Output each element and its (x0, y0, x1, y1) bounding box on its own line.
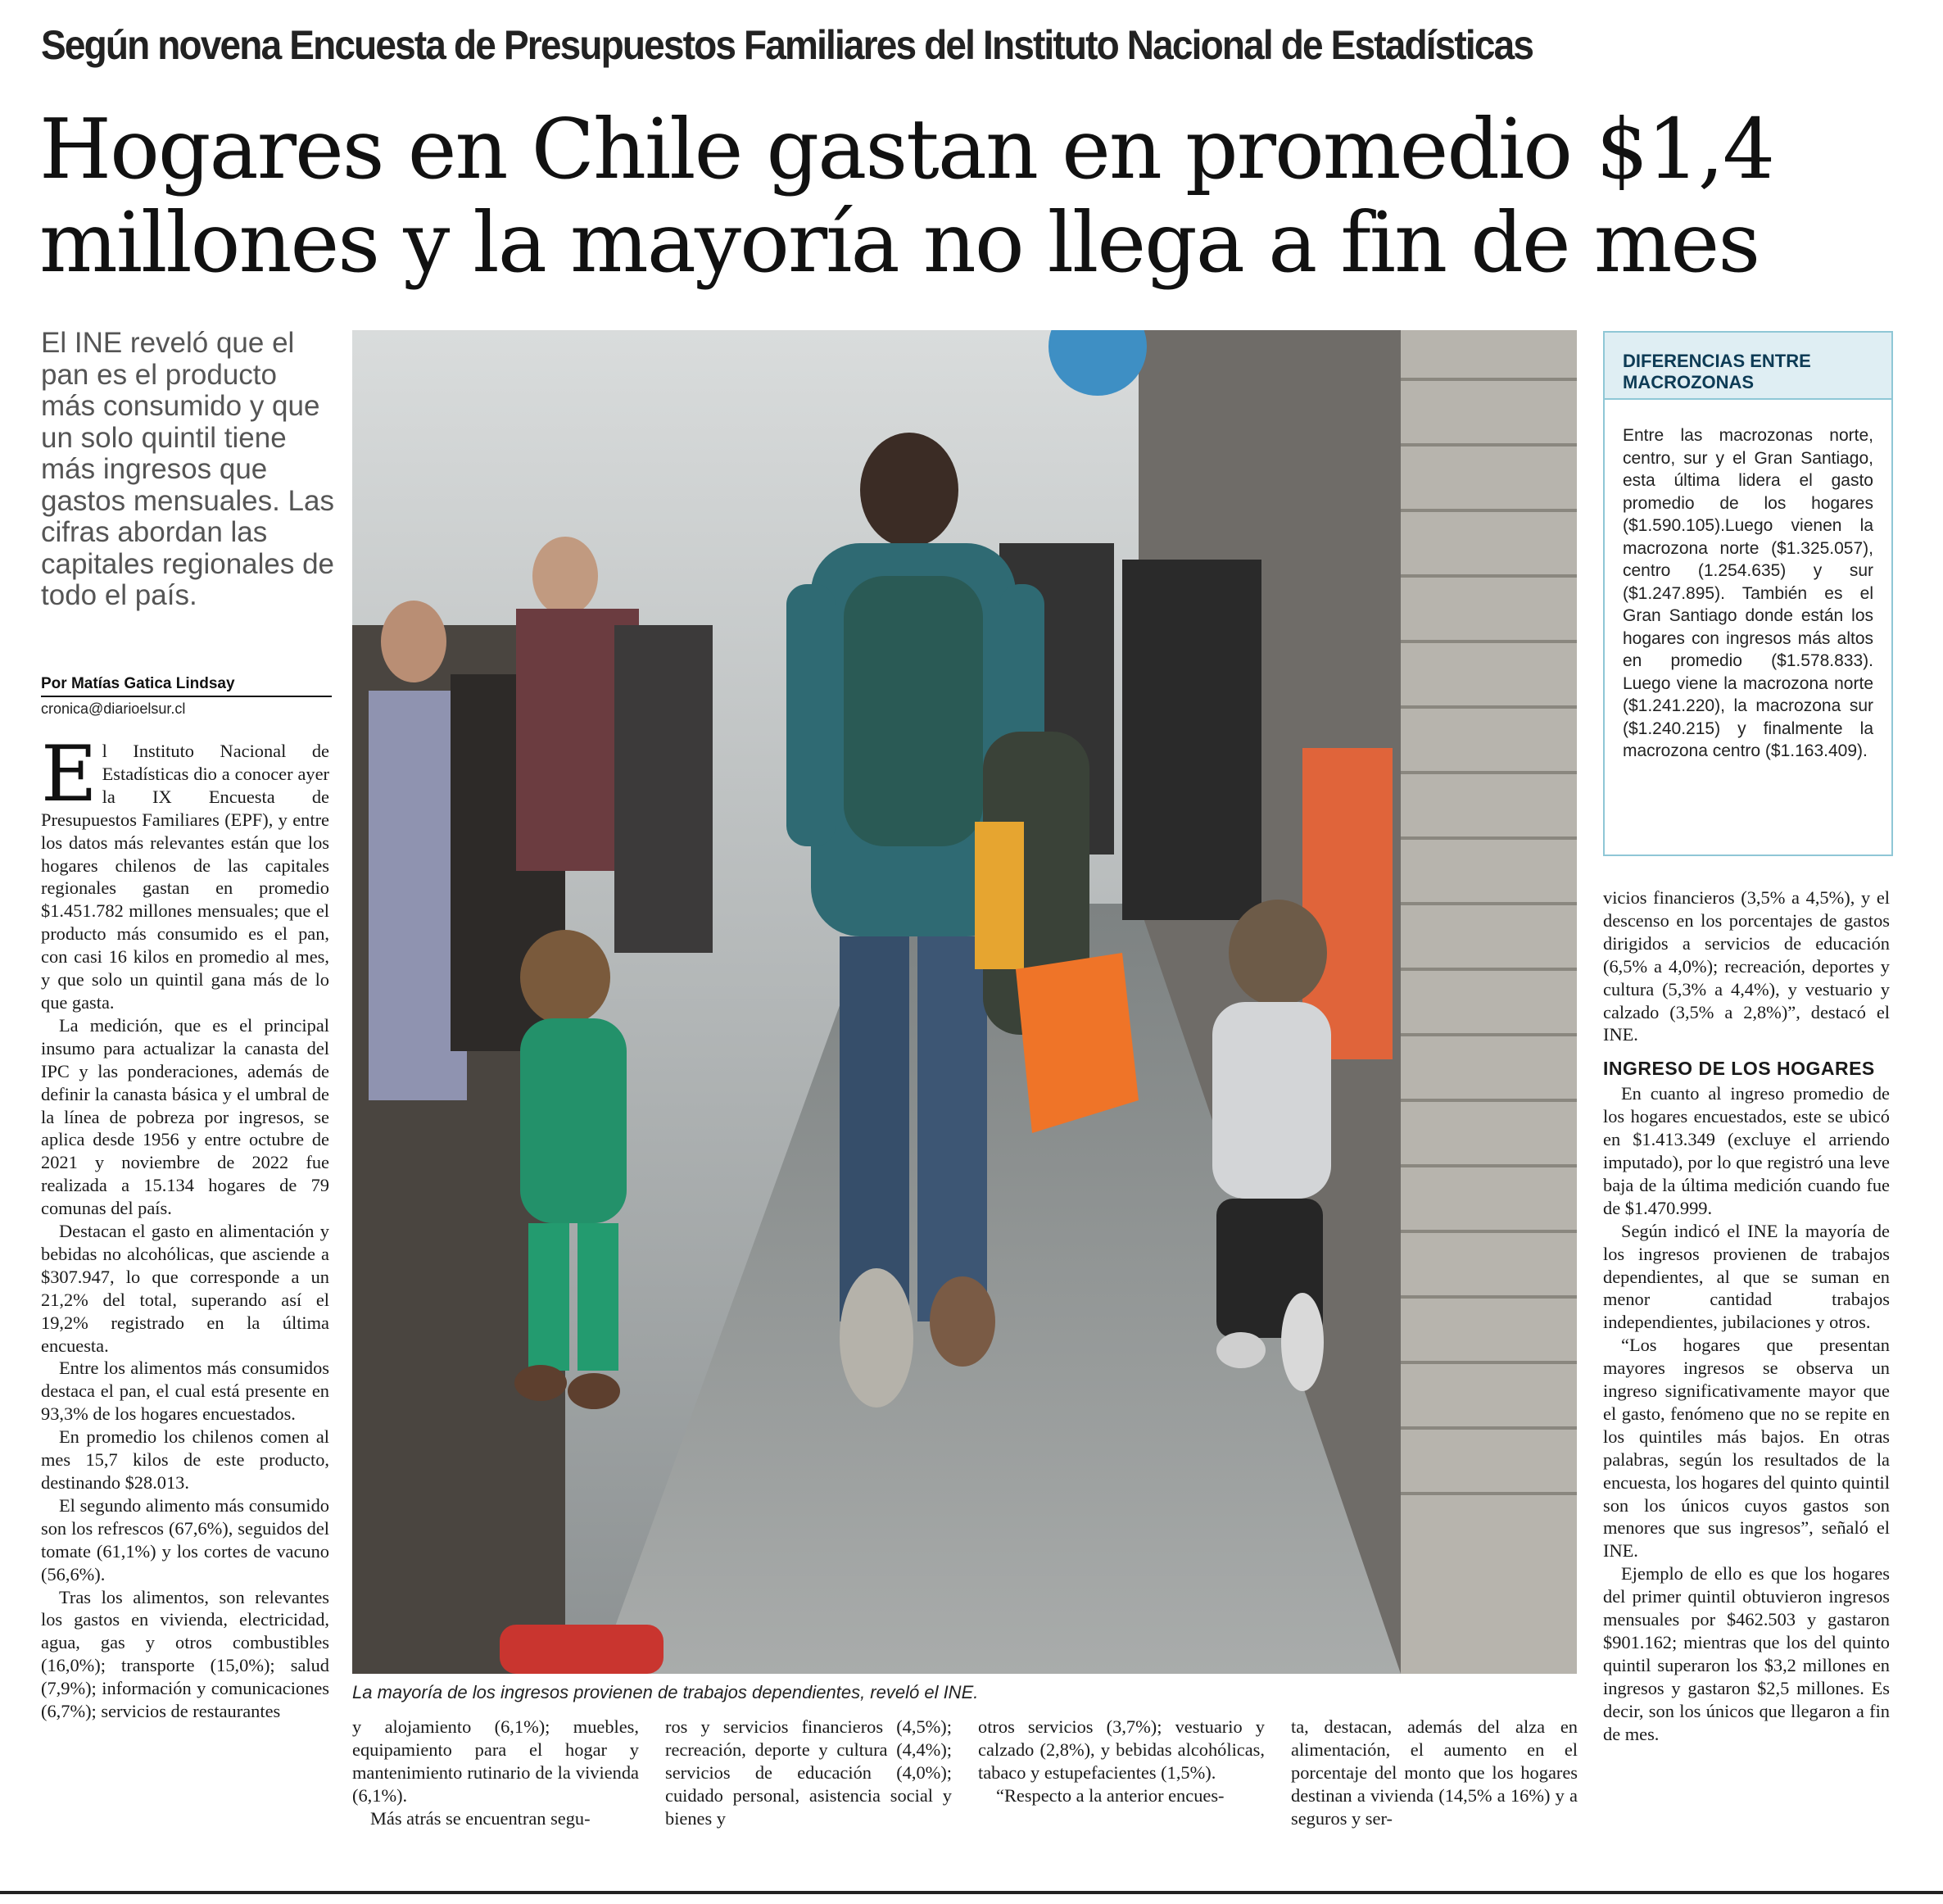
body-paragraph: En cuanto al ingreso promedio de los hogares encuestados, este se ubicó en $1.413.349 (excluye el arriendo imputado), por lo que registró una leve baja de la última medición cuando fue de $1.470.999. (1603, 1083, 1890, 1218)
body-column-5 (1291, 1716, 1578, 1830)
section-subhead: INGRESO DE LOS HOGARES (1603, 1058, 1875, 1080)
body-paragraph: Tras los alimentos, son relevantes los gastos en vivienda, electricidad, agua, gas y otros combustibles (16,0%); transporte (15,0%); salud (7,9%); información y comunicaciones (6,7%); servicios de restaurantes (41, 1586, 329, 1722)
body-column-4 (978, 1716, 1265, 1807)
body-column-2 (352, 1716, 639, 1830)
drop-cap: E (41, 730, 97, 819)
body-column-1 (41, 730, 329, 1723)
body-paragraph: Destacan el gasto en alimentación y bebidas no alcohólicas, que asciende a $307.947, lo que corresponde a un 21,2% del total, superando así el 19,2% registrado en la última encuesta. (41, 1221, 329, 1356)
body-paragraph: y alojamiento (6,1%); muebles, equipamiento para el hogar y mantenimiento rutinario de la vivienda (6,1%). (352, 1716, 639, 1806)
body-paragraph: Más atrás se encuentran segu- (370, 1807, 591, 1829)
byline: Por Matías Gatica Lindsay (41, 675, 332, 697)
article-kicker: Según novena Encuesta de Presupuestos Familiares del Instituto Nacional de Estadísticas (41, 22, 1533, 68)
body-paragraph: otros servicios (3,7%); vestuario y calzado (2,8%), y bebidas alcohólicas, tabaco y estupefacientes (1,5%). (978, 1716, 1265, 1783)
body-paragraph: ta, destacan, además del alza en alimentación, el aumento en el porcentaje del monto que los hogares destinan a vivienda (14,5% a 16%) y a seguros y ser- (1291, 1716, 1578, 1829)
article-lead: El INE reveló que el pan es el producto más consumido y que un solo quintil tiene más ingresos que gastos mensuales. Las cifras abordan las capitales regionales de todo el país. (41, 327, 335, 611)
body-paragraph: ros y servicios financieros (4,5%); recreación, deporte y cultura (4,4%); servicios de educación (4,0%); cuidado personal, asistencia social y bienes y (665, 1716, 952, 1829)
photo-caption: La mayoría de los ingresos provienen de trabajos dependientes, reveló el INE. (352, 1682, 979, 1702)
body-paragraph: En promedio los chilenos comen al mes 15,7 kilos de este producto, destinando $28.013. (41, 1426, 329, 1493)
street-photo (352, 330, 1577, 1674)
article-headline: Hogares en Chile gastan en promedio $1,4 millones y la mayoría no llega a fin de mes (39, 101, 1774, 291)
sidebar-box (1603, 331, 1893, 856)
body-paragraph: “Respecto a la anterior encues- (996, 1784, 1225, 1806)
body-column-3 (665, 1716, 952, 1830)
photo-illustration (352, 330, 1577, 1674)
body-paragraph: “Los hogares que presentan mayores ingresos se observa un ingreso significativamente mayor que el gasto, fenómeno que no se repite en los quintiles más bajos. En otras palabras, según los resultados de la encuesta, los hogares del quinto quintil son los únicos cuyos gastos son menores que sus ingresos”, señaló el INE. (1603, 1335, 1890, 1562)
sidebar-body: Entre las macrozonas norte, centro, sur y el Gran Santiago, esta última lidera el gasto promedio de los hogares ($1.590.105).Luego vienen la macrozona norte ($1.325.057), centro (1.254.635) y sur ($1.247.895). También es el Gran Santiago donde están los hogares con ingresos más altos en promedio ($1.578.833). Luego viene la macrozona norte ($1.241.220), la macrozona sur ($1.240.215) y finalmente la macrozona centro ($1.163.409). (1623, 426, 1873, 760)
sidebar-title: DIFERENCIAS ENTRE MACROZONAS (1623, 351, 1811, 392)
body-paragraph: El Instituto Nacional de Estadísticas dio a conocer ayer la IX Encuesta de Presupuestos Familiares (EPF), y entre los datos más relevantes están que los hogares chilenos de las capitales regionales gastan en promedio $1.451.782 millones mensuales; que el producto más consumido es el pan, con casi 16 kilos en promedio al mes, y que solo un quintil gana más de lo que gasta. (41, 730, 329, 1013)
page-bottom-rule (0, 1891, 1943, 1894)
body-paragraph: vicios financieros (3,5% a 4,5%), y el descenso en los porcentajes de gastos dirigidos a servicios de educación (6,5% a 4,0%); recreación, deportes y cultura (5,3% a 4,4%), y vestuario y calzado (3,5% a 2,8%)”, destacó el INE. (1603, 887, 1890, 1045)
body-paragraph: Entre los alimentos más consumidos destaca el pan, el cual está presente en 93,3% de los hogares encuestados. (41, 1358, 329, 1425)
author-email: cronica@diarioelsur.cl (41, 700, 186, 717)
body-paragraph: La medición, que es el principal insumo para actualizar la canasta del IPC y las ponderaciones, además de definir la canasta básica y el umbral de la línea de pobreza por ingresos, se aplica desde 1956 y entre octubre de 2021 y noviembre de 2022 fue realizada a 15.134 hogares de 79 comunas del país. (41, 1014, 329, 1219)
body-paragraph: Ejemplo de ello es que los hogares del primer quintil obtuvieron ingresos mensuales por $462.503 y gastaron $901.162; mientras que los del quinto quintil superaron los $3,2 millones en ingresos y gastaron $2,5 millones. Es decir, son los únicos que llegaron a fin de mes. (1603, 1563, 1890, 1744)
body-paragraph: Según indicó el INE la mayoría de los ingresos provienen de trabajos dependientes, al que se suman en menor cantidad trabajos independientes, jubilaciones y otros. (1603, 1220, 1890, 1333)
body-column-6 (1603, 886, 1890, 1746)
sidebar-header (1605, 333, 1891, 400)
body-paragraph: El segundo alimento más consumido son los refrescos (67,6%), seguidos del tomate (61,1%) y los cortes de vacuno (56,6%). (41, 1494, 329, 1584)
